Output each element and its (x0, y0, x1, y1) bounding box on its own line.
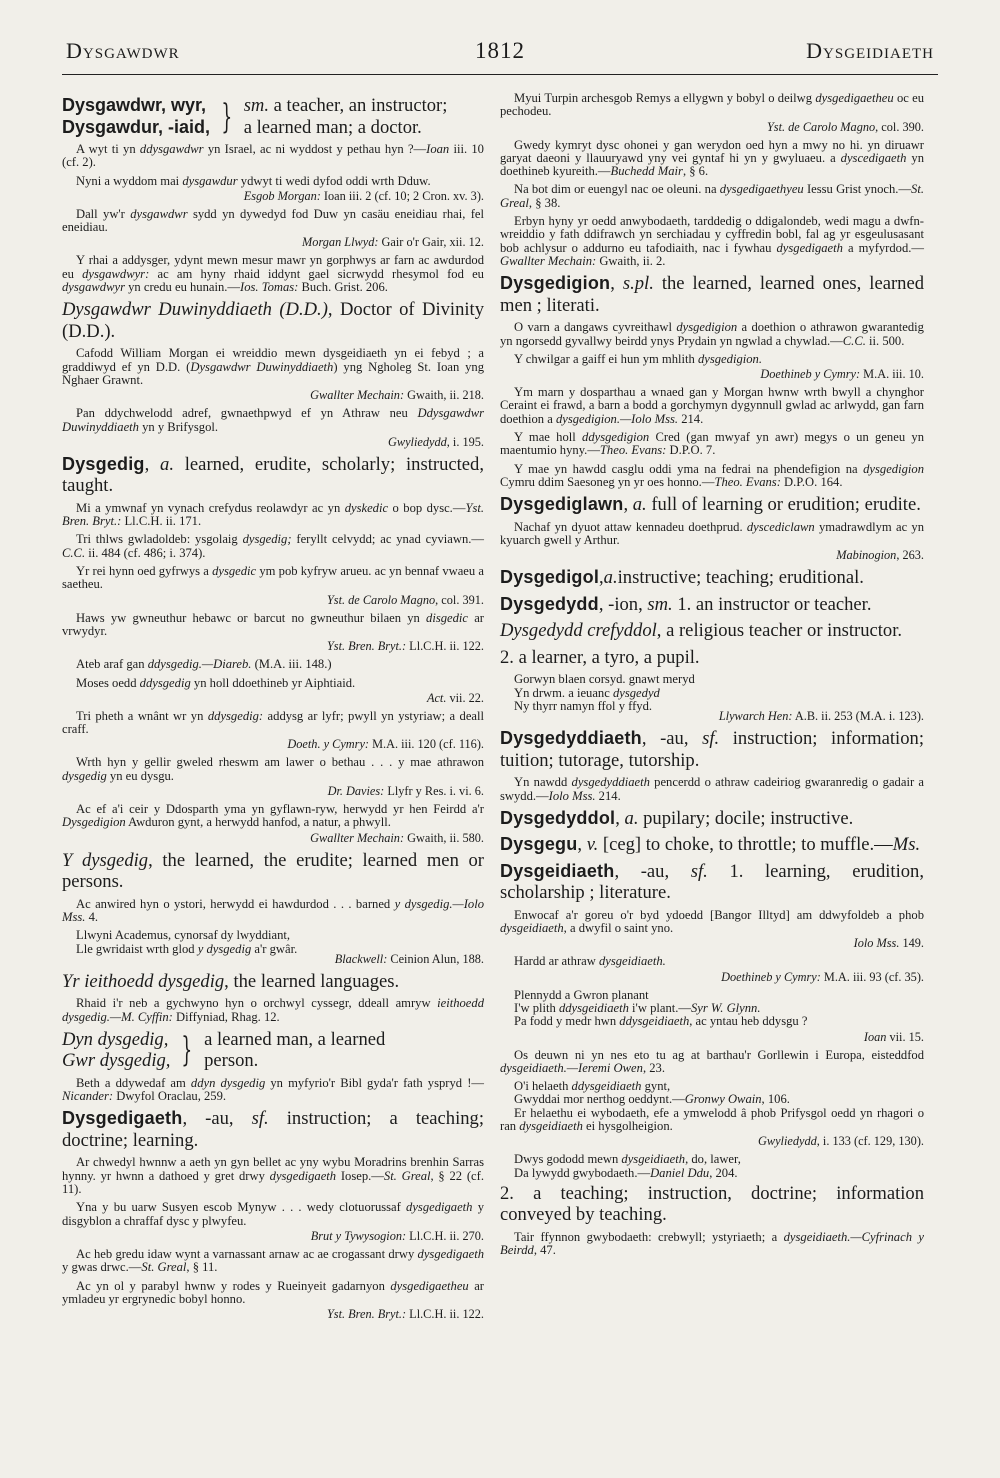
verse-quotation: Plennydd a Gwron planant I'w plith ddysgeidiaeth i'w plant.—Syr W. Glynn. (514, 987, 761, 1015)
quotation: Nachaf yn dyuot attaw kennadeu doethprud. dyscediclawn ymadrawdlym ac yn kyuarch gwell y Arthur. (500, 519, 925, 548)
dictionary-entry-headword: Dysgegu, v. [ceg] to choke, to throttle; to muffle.—Ms. (500, 834, 921, 856)
verse-quotation: Gorwyn blaen corsyd. gnawt meryd Yn drwm. a ieuanc dysgedyd Ny thyrr namyn ffol y ffyd. (514, 672, 695, 713)
quotation: Tair ffynnon gwybodaeth: crebwyll; ystyriaeth; a dysgeidiaeth.—Cyfrinach y Beirdd, 47. (500, 1229, 924, 1258)
quotation: Yr rei hynn oed gyfrwys a dysgedic ym pob kyfryw arueu. ac yn bennaf vwaeu a saetheu. (62, 564, 484, 592)
dictionary-entry-headword: Yr ieithoedd dysgedig, the learned languages. (62, 970, 400, 992)
quotation: Y mae holl ddysgedigion Cred (gan mwyaf yn awr) megys o un geneu yn maentumio hyny.—Theo. Evans: D.P.O. 7. (500, 430, 924, 458)
quotation: Erbyn hyny yr oedd anwybodaeth, tarddedig o ddigalondeb, wedi magu a dwfn-wreiddio y fath ddifrawch yn serchiadau y cyffredin bobl, fal ag yr esgeulusasant bob achlysur o addurno eu tafodiaith, nac i fywhau dysgedigaeth a myfyrdod.—Gwallter Mechain: Gwaith, ii. 2. (500, 214, 925, 268)
dictionary-entry-headword: Dysgedigion, s.pl. the learned, learned ones, learned men ; literati. (500, 273, 925, 316)
quotation: Nyni a wyddom mai dysgawdur ydwyt ti wedi dyfod oddi wrth Dduw. (76, 173, 431, 188)
citation: Act. vii. 22. (426, 690, 484, 705)
quotation: Ateb araf gan ddysgedig.—Diareb. (M.A. iii. 148.) (76, 657, 332, 672)
dictionary-entry-headword: Dysgedig, a. learned, erudite, scholarly; instructed, taught. (62, 453, 484, 497)
citation: Blackwell: Ceinion Alun, 188. (334, 951, 484, 966)
header-rule (62, 74, 938, 75)
quotation: Y mae yn hawdd casglu oddi yma na fedrai na phendefigion na dysgedigion Cymru ddim Saesoneg yn yr oes honno.—Theo. Evans: D.P.O. 164. (500, 461, 924, 489)
dictionary-entry-headword: Dyn dysgedig, Gwr dysgedig, } a learned man, a learned person. (62, 1028, 386, 1072)
citation: Yst. Bren. Bryt.: Ll.C.H. ii. 122. (326, 1307, 484, 1322)
quotation: Myui Turpin archesgob Remys a ellygwn y bobyl o deilwg dysgedigaetheu oc eu pechodeu. (500, 91, 924, 119)
quotation: A wyt ti yn ddysgawdwr yn Israel, ac ni wyddost y pethau hyn ?—Ioan iii. 10 (cf. 2). (62, 142, 484, 170)
quotation: Y chwilgar a gaiff ei hun ym mhlith dysgedigion. (514, 351, 762, 366)
quotation: Tri thlws gwladoldeb: ysgolaig dysgedig; feryllt celvydd; ac ynad cyviawn.—C.C. ii. 484 (cf. 486; i. 374). (62, 532, 484, 560)
quotation: O varn a dangaws cyvreithawl dysgedigion a doethion o athrawon gwarantedig yn ngorsedd gyvallwy beirdd ynys Prydain yn ngwlad a chywlad.—C.C. ii. 500. (500, 320, 924, 348)
dictionary-entry-headword: Dysgedydd, -ion, sm. 1. an instructor or teacher. (500, 593, 872, 615)
quotation: Ac ef a'i ceir y Ddosparth yma yn gyflawn-ryw, herwydd yr hen Feirdd a'r Dysgedigion Awduron gynt, a herwydd hanfod, a natur, a phwyll. (62, 802, 484, 830)
citation: Morgan Llwyd: Gair o'r Gair, xii. 12. (302, 235, 484, 250)
citation: Gwyliedydd, i. 133 (cf. 129, 130). (758, 1134, 924, 1149)
citation: Yst. Bren. Bryt.: Ll.C.H. ii. 122. (326, 639, 484, 654)
running-header (62, 38, 938, 78)
quotation: Cafodd William Morgan ei wreiddio mewn dysgeidiaeth yn ei febyd ; a graddiwyd ef yn D.D. (Dysgawdwr Duwinyddiaeth) yng Ngholeg St. Ioan yng Nghaer Grawnt. (62, 346, 485, 387)
dictionary-entry-headword: 2. a learner, a tyro, a pupil. (500, 646, 700, 668)
citation: Ioan vii. 15. (863, 1029, 924, 1044)
quotation: Na bot dim or euengyl nac oe oleuni. na dysgedigaethyeu Iessu Grist ynoch.—St. Greal, § 38. (500, 182, 924, 210)
dictionary-entry-headword: Dysgedyddol, a. pupilary; docile; instructive. (500, 807, 854, 829)
dictionary-entry-headword: Dysgeidiaeth, -au, sf. 1. learning, erudition, scholarship ; literature. (500, 860, 924, 904)
right-column (500, 92, 924, 1263)
verse-quotation: Llwyni Academus, cynorsaf dy lwyddiant, Lle gwridaist wrth glod y dysgedig a'r gwâr. (76, 928, 298, 956)
quotation: Pan ddychwelodd adref, gwnaethpwyd ef yn Athraw neu Ddysgawdwr Duwinyddiaeth yn y Brifysgol. (62, 406, 484, 434)
dictionary-entry-headword: Dysgediglawn, a. full of learning or erudition; erudite. (500, 494, 921, 516)
quotation: Gwedy kymryt dysc ohonei y gan werydon oed hyn a mwy no hi. yn diruawr garyat daeoni y llauuryawd yny vei gyntaf hi yn y gwyluaeu. a dyscedigaeth yn doethineb kyureith.—Buchedd Mair, § 6. (500, 137, 924, 179)
dictionary-entry-headword: Dysgedydd crefyddol, a religious teacher or instructor. (500, 620, 903, 642)
dictionary-entry-headword: Dysgawdwr, wyr, Dysgawdur, -iaid, } sm. a teacher, an instructor; a learned man; a doctor. (62, 95, 448, 138)
page-number: 1812 (475, 38, 525, 63)
quotation: Tri pheth a wnânt wr yn ddysgedig: addysg ar lyfr; pwyll yn ystyriaw; a deall craff. (62, 708, 485, 737)
quotation: Moses oedd ddysgedig yn holl ddoethineb yr Aiphtiaid. (76, 675, 356, 690)
quotation: Er helaethu ei wybodaeth, efe a ymwelodd â phob Prifysgol oedd yn rhagori o ran dysgeidiaeth ei hysgolheigion. (500, 1105, 924, 1134)
citation: Gwallter Mechain: Gwaith, ii. 218. (310, 388, 484, 403)
dictionary-entry-headword: Dysgedigaeth, -au, sf. instruction; a teaching; doctrine; learning. (62, 1108, 484, 1151)
citation: Brut y Tywysogion: Ll.C.H. ii. 270. (310, 1228, 484, 1243)
citation: Doeth. y Cymry: M.A. iii. 120 (cf. 116). (287, 737, 484, 752)
quotation: Wrth hyn y gellir gweled rheswm am lawer o bethau . . . y mae athrawon dysgedig yn eu dysgu. (62, 755, 484, 783)
citation: Yst. de Carolo Magno, col. 391. (326, 592, 484, 607)
quotation: Ar chwedyl hwnnw a aeth yn gyn bellet ac yny wybu Moradrins brenhin Sarras hynny. yr hwnn a dathoed y gret drwy dysgedigaeth Iosep.—St. Greal, § 22 (cf. 11). (62, 1155, 484, 1197)
quotation: Dall yw'r dysgawdwr sydd yn dywedyd fod Duw yn casäu eneidiau rhai, fel eneidiau. (62, 206, 484, 235)
quotation: Enwocaf a'r goreu o'r byd ydoedd [Bangor Illtyd] am ddwyfoldeb a phob dysgeidiaeth, a dwyfil o saint yno. (500, 907, 924, 936)
quotation: Ac anwired hyn o ystori, herwydd ei hawdurdod . . . barned y dysgedig.—Iolo Mss. 4. (62, 896, 484, 924)
citation: Yst. de Carolo Magno, col. 390. (766, 119, 924, 134)
citation: Gwyliedydd, i. 195. (388, 434, 484, 449)
quotation: Mi a ymwnaf yn vynach crefydus reolawdyr ac yn dyskedic o bop dysc.—Yst. Bren. Bryt.: Ll.C.H. ii. 171. (62, 500, 484, 529)
dictionary-entry-headword: Y dysgedig, the learned, the erudite; learned men or persons. (62, 849, 484, 893)
left-column (62, 92, 484, 1326)
quotation: Y rhai a addysger, ydynt mewn mesur mawr yn gorphwys ar farn ac awdurdod eu dysgawdwyr: ac am hyny rhaid iddynt gael sicrwydd rhesymol fod eu dysgawdwyr yn credu eu hunain.—Ios. Tomas: Buch. Grist. 206. (62, 253, 484, 295)
citation: Esgob Morgan: Ioan iii. 2 (cf. 10; 2 Cron. xv. 3). (243, 188, 484, 203)
citation: Iolo Mss. 149. (853, 936, 924, 951)
quotation: Haws yw gwneuthur hebawc or barcut no gwneuthur bilaen yn disgedic ar vrwydyr. (62, 610, 485, 638)
quotation: Pa fodd y medr hwn ddysgeidiaeth, ac yntau heb ddysgu ? (514, 1014, 808, 1029)
header-right-guideword: Dysgeidiaeth (806, 38, 934, 63)
citation: Doethineb y Cymry: M.A. iii. 10. (760, 367, 924, 382)
dictionary-entry-headword: 2. a teaching; instruction, doctrine; information conveyed by teaching. (500, 1182, 924, 1226)
quotation: Yn nawdd dysgedyddiaeth pencerdd o athraw cadeiriog gwaranredig o gadair a swydd.—Iolo Mss. 214. (500, 775, 925, 803)
quotation: Os deuwn ni yn nes eto tu ag at barthau'r Gorllewin i Europa, eisteddfod dysgeidiaeth.—Ieremi Owen, 23. (500, 1047, 924, 1075)
quotation: Rhaid i'r neb a gychwyno hyn o orchwyl cyssegr, ddeall amryw ieithoedd dysgedig.—M. Cyffin: Diffyniad, Rhag. 12. (62, 996, 484, 1024)
quotation: Yna y bu uarw Susyen escob Mynyw . . . wedy clotuorussaf dysgedigaeth y disgyblon a chraffaf dysc y plwyfeu. (62, 1200, 484, 1228)
citation: Dr. Davies: Llyfr y Res. i. vi. 6. (327, 784, 484, 799)
citation: Gwallter Mechain: Gwaith, ii. 580. (310, 830, 484, 845)
dictionary-entry-headword: Dysgedyddiaeth, -au, sf. instruction; information; tuition; tutorage, tutorship. (500, 728, 924, 771)
citation: Doethineb y Cymry: M.A. iii. 93 (cf. 35). (721, 969, 924, 984)
quotation: Ac heb gredu idaw wynt a varnassant arnaw ac ae crogassant drwy dysgedigaeth y gwas drwc.—St. Greal, § 11. (62, 1246, 484, 1275)
quotation: Beth a ddywedaf am ddyn dysgedig yn myfyrio'r Bibl gyda'r fath yspryd !—Nicander: Dwyfol Oraclau, 259. (62, 1075, 484, 1104)
header-left-guideword: Dysgawdwr (66, 38, 180, 63)
dictionary-entry-headword: Dysgawdwr Duwinyddiaeth (D.D.), Doctor of Divinity (D.D.). (62, 299, 485, 342)
verse-quotation: Dwys gododd mewn dysgeidiaeth, do, lawer, Da lywydd gwybodaeth.—Daniel Ddu, 204. (514, 1152, 741, 1180)
quotation: Ym marn y dosparthau a wnaed gan y Morgan hwnw wrth bwyll a chynghor Ceraint ei frawd, a barn a bodd a gorchymyn dygynnull gwlad ac arlwydd, gan farn doethion a dysgedigion.—Iolo Mss. 214. (500, 385, 924, 426)
citation: Llywarch Hen: A.B. ii. 253 (M.A. i. 123). (718, 709, 924, 724)
dictionary-entry-headword: Dysgedigol,a.instructive; teaching; eruditional. (500, 567, 864, 589)
quotation: Hardd ar athraw dysgeidiaeth. (514, 954, 666, 969)
verse-quotation: O'i helaeth ddysgeidiaeth gynt, Gwyddai mor nerthog oeddynt.—Gronwy Owain, 106. (514, 1079, 790, 1107)
quotation: Ac yn ol y parabyl hwnw y rodes y Rueinyeit gadarnyon dysgedigaetheu ar ymladeu yr ergrynedic bobyl honno. (62, 1278, 484, 1306)
citation: Mabinogion, 263. (836, 548, 924, 563)
